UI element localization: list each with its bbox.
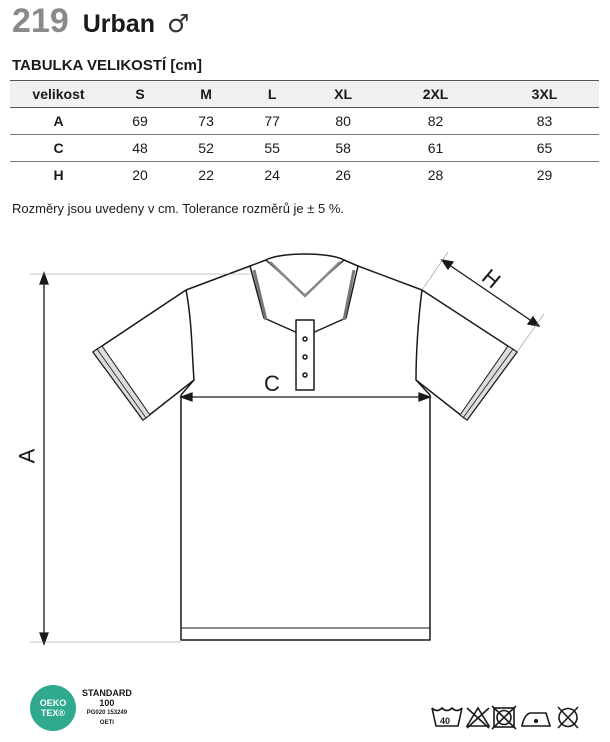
- table-row: [10, 162, 599, 189]
- no-dry-clean-icon: [558, 707, 578, 728]
- oeko-tex-certification: [30, 685, 132, 731]
- table-cell: 83: [490, 108, 599, 135]
- table-row: [10, 108, 599, 135]
- polo-shirt-diagram: [0, 240, 610, 650]
- oeko-tex-standard: STANDARD 100 PG020 153249 OETI: [82, 688, 132, 726]
- iron-low-icon: [522, 713, 550, 726]
- row-label: C: [10, 135, 107, 162]
- table-cell: 28: [427, 167, 444, 183]
- table-cell: 69: [107, 108, 173, 135]
- table-cell: 26: [335, 167, 351, 183]
- header-size: 3XL: [490, 81, 599, 108]
- table-cell: 48: [107, 135, 173, 162]
- table-cell: 65: [490, 135, 599, 162]
- table-cell: 24: [264, 167, 280, 183]
- header-size: M: [173, 81, 239, 108]
- no-tumble-dry-icon: [492, 706, 516, 729]
- product-header: [12, 2, 189, 42]
- dimension-c-label: C: [264, 371, 280, 396]
- table-cell: 58: [305, 135, 381, 162]
- table-cell: 61: [381, 135, 490, 162]
- table-cell: 52: [173, 135, 239, 162]
- table-cell: 80: [305, 108, 381, 135]
- dimension-a-label: A: [14, 448, 40, 464]
- table-cell: 55: [239, 135, 305, 162]
- table-title: TABULKA VELIKOSTÍ [cm]: [12, 57, 202, 74]
- product-number: 219: [12, 2, 69, 40]
- table-header-row: [10, 81, 599, 108]
- size-table: [10, 80, 599, 188]
- male-icon: ♂: [166, 9, 190, 38]
- table-cell: 20: [132, 167, 148, 183]
- table-row: [10, 135, 599, 162]
- row-label: H: [53, 167, 64, 183]
- svg-text:40: 40: [440, 716, 451, 726]
- dimension-c: [181, 393, 430, 401]
- dimension-h-label: H: [477, 263, 506, 294]
- wash-40-icon: [432, 708, 462, 726]
- table-cell: 82: [381, 108, 490, 135]
- product-name: Urban: [82, 10, 155, 38]
- table-cell: 77: [239, 108, 305, 135]
- header-size: XL: [305, 81, 381, 108]
- tolerance-note: Rozměry jsou uvedeny v cm. Tolerance rozměrů je ± 5 %.: [12, 201, 345, 216]
- header-size-label: velikost: [10, 81, 107, 108]
- header-size: 2XL: [381, 81, 490, 108]
- header-size: L: [239, 81, 305, 108]
- table-cell: 73: [173, 108, 239, 135]
- shirt-body-outline: [181, 395, 430, 640]
- oeko-tex-logo-icon: OEKO TEX®: [30, 685, 76, 731]
- header-size: S: [107, 81, 173, 108]
- table-cell: 29: [536, 167, 553, 183]
- care-symbols: [430, 705, 590, 731]
- dimension-a: [30, 273, 250, 644]
- no-bleach-icon: [467, 708, 489, 728]
- table-cell: 22: [198, 167, 214, 183]
- row-label: A: [10, 108, 107, 135]
